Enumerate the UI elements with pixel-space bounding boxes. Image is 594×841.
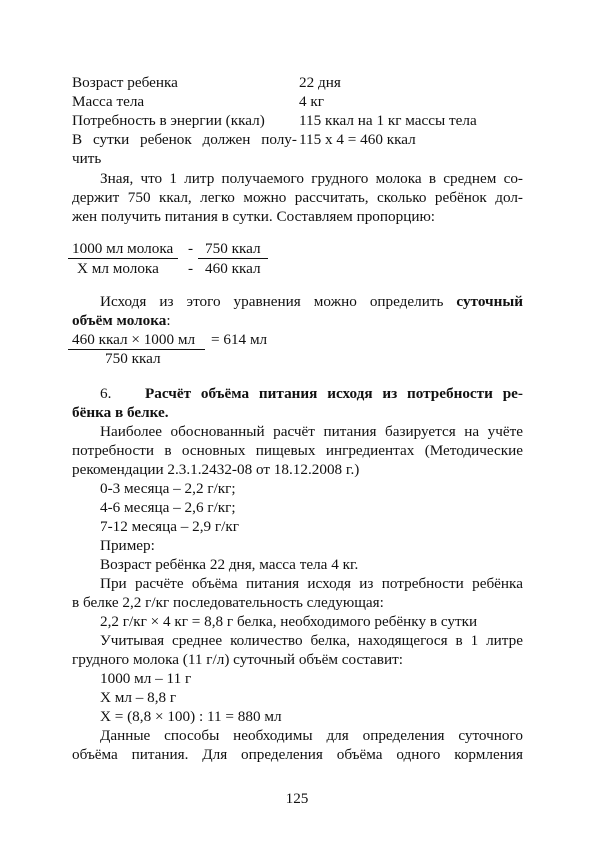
word: сутки (92, 131, 130, 148)
word: легко (200, 189, 235, 206)
word: объёма (336, 746, 383, 763)
word: литр (184, 170, 215, 187)
page-number: 125 (285, 790, 309, 807)
word: Учитывая (100, 632, 165, 649)
proportion-row2-right: 460 ккал (205, 260, 261, 277)
para4-line2: в белке 2,2 г/кг последовательность следующая: (72, 594, 384, 611)
formula-result: = 614 мл (211, 331, 268, 348)
word: ре- (502, 385, 523, 402)
word: находящегося (357, 632, 448, 649)
para5-line1 (100, 631, 523, 650)
colon: : (166, 312, 171, 329)
word: потребности (407, 385, 493, 402)
word: учёте (487, 423, 523, 440)
word: питания (258, 385, 318, 402)
word: должен (202, 131, 251, 148)
word: на (464, 423, 480, 440)
word: питания. (131, 746, 189, 763)
para6-line1 (100, 726, 523, 745)
para3-line3: рекомендации 2.3.1.2432-08 от 18.12.2008 г.) (72, 461, 360, 478)
word: определить (369, 293, 444, 310)
word: молока (375, 170, 422, 187)
table-label-energy: Потребность в энергии (ккал) (72, 112, 265, 129)
word: в (455, 632, 463, 649)
word: что (140, 170, 163, 187)
word: литре (486, 632, 523, 649)
formula-numerator: 460 ккал × 1000 мл (72, 331, 196, 348)
word: белка, (310, 632, 351, 649)
word: среднем (443, 170, 497, 187)
proportion-row2-left: Х мл молока (77, 260, 159, 277)
bold-term: объём молока (72, 312, 167, 329)
para1-line1 (100, 169, 523, 188)
para6-line2 (72, 745, 523, 764)
table-label-daily (72, 130, 297, 149)
word: дол- (495, 189, 523, 206)
word: держит (72, 189, 120, 206)
word-bold: суточный (456, 293, 523, 310)
table-value-weight: 4 кг (299, 93, 324, 110)
para2-line2 (72, 311, 171, 330)
word: питания (323, 423, 377, 440)
norm-item: 4-6 месяца – 2,6 г/кг; (100, 499, 236, 516)
word: Расчёт (145, 385, 192, 402)
word: этого (186, 293, 221, 310)
word: ккал, (158, 189, 192, 206)
table-label-age: Возраст ребенка (72, 74, 178, 91)
word: исходя (327, 385, 373, 402)
norm-item: 0-3 месяца – 2,2 г/кг; (100, 480, 236, 497)
word: При (100, 575, 127, 592)
word: Для (202, 746, 228, 763)
word: пищевых (255, 442, 316, 459)
word: (Методические (424, 442, 523, 459)
proportion-row1-left: 1000 мл молока (72, 240, 174, 257)
word: питания (246, 575, 300, 592)
word: определения (362, 727, 445, 744)
proportion-row2-dash: - (188, 260, 194, 277)
word: для (326, 727, 349, 744)
word: грудного (311, 170, 369, 187)
word: основных (181, 442, 246, 459)
example-text: Возраст ребёнка 22 дня, масса тела 4 кг. (100, 556, 359, 573)
word: со- (503, 170, 523, 187)
word: из (382, 385, 398, 402)
word: расчёте (135, 575, 184, 592)
word: способы (164, 727, 220, 744)
word: 1 (470, 632, 479, 649)
word: ребенок (140, 131, 192, 148)
calc-line: Х мл – 8,8 г (100, 689, 177, 706)
word: исходя (307, 575, 351, 592)
word: базируется (385, 423, 456, 440)
calc-line: Х = (8,8 × 100) : 11 = 880 мл (100, 708, 282, 725)
norm-item: 7-12 месяца – 2,9 г/кг (100, 518, 239, 535)
word: кормления (454, 746, 523, 763)
word: количество (230, 632, 303, 649)
word: определения (241, 746, 323, 763)
word: объёма (200, 385, 250, 402)
para5-line2: грудного молока (11 г/л) суточный объём составит: (72, 651, 403, 668)
word: из (359, 575, 374, 592)
word: уравнения (233, 293, 301, 310)
word: суточного (458, 727, 523, 744)
word: потребности (381, 575, 464, 592)
word: в (164, 442, 172, 459)
table-value-energy: 115 ккал на 1 кг массы тела (299, 112, 477, 129)
word: 1 (169, 170, 177, 187)
word: ребёнок (434, 189, 487, 206)
proportion-row1-dash: - (188, 240, 194, 257)
word: получаемого (221, 170, 304, 187)
para3-line2 (72, 441, 523, 460)
para3-line1 (100, 422, 523, 441)
para2-line1 (100, 292, 523, 311)
para4-line1 (100, 574, 523, 593)
section-title-line1 (145, 384, 523, 403)
word: Зная, (100, 170, 134, 187)
word: Исходя (100, 293, 147, 310)
word: Данные (100, 727, 151, 744)
table-value-age: 22 дня (299, 74, 341, 91)
word: объёма (191, 575, 238, 592)
word: сколько (377, 189, 427, 206)
word: Наиболее (100, 423, 163, 440)
word: необходимы (233, 727, 313, 744)
word: ингредиентах (325, 442, 415, 459)
word: в (428, 170, 437, 187)
example-label: Пример: (100, 537, 155, 554)
word: рассчитать, (294, 189, 369, 206)
word: потребности (72, 442, 155, 459)
proportion-row1-right: 750 ккал (205, 240, 261, 257)
formula-denominator: 750 ккал (105, 350, 161, 367)
word: расчёт (273, 423, 315, 440)
para1-line2 (72, 188, 523, 207)
section-number: 6. (100, 385, 112, 402)
word: обоснованный (170, 423, 265, 440)
word: одного (396, 746, 441, 763)
word: В (72, 131, 83, 148)
table-label-daily-cont: чить (72, 150, 102, 167)
section-title-line2: бёнка в белке. (72, 404, 169, 421)
word: ребёнка (472, 575, 523, 592)
word: можно (313, 293, 357, 310)
para1-line3: жен получить питания в сутки. Составляем пропорцию: (72, 208, 436, 225)
word: среднее (171, 632, 223, 649)
calc-protein: 2,2 г/кг × 4 кг = 8,8 г белка, необходимого ребёнку в сутки (100, 613, 478, 630)
word: полу- (261, 131, 297, 148)
word: можно (243, 189, 287, 206)
calc-line: 1000 мл – 11 г (100, 670, 192, 687)
word: 750 (127, 189, 151, 206)
word: из (159, 293, 174, 310)
table-value-daily: 115 х 4 = 460 ккал (299, 131, 416, 148)
table-label-weight: Масса тела (72, 93, 145, 110)
word: объёма (72, 746, 118, 763)
